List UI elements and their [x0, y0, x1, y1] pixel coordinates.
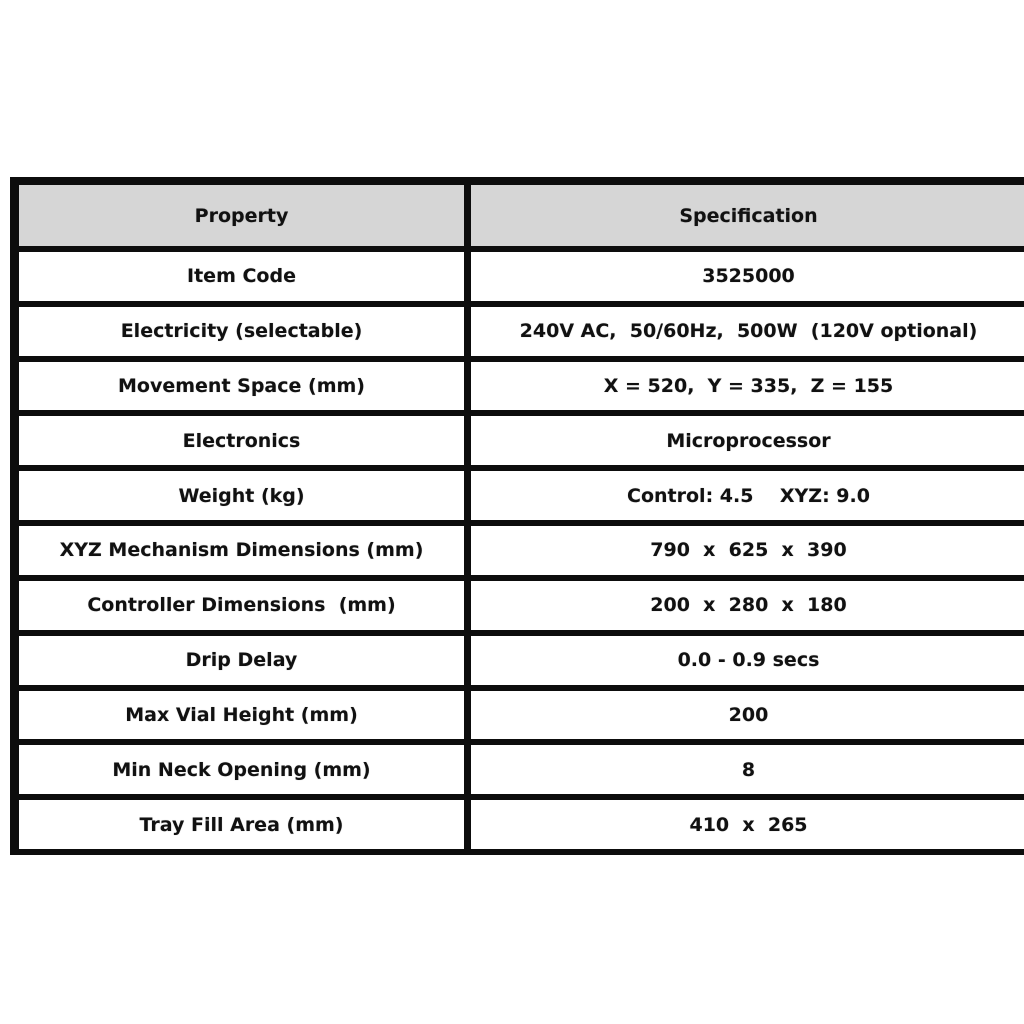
specification-cell: X = 520, Y = 335, Z = 155 [471, 362, 1024, 411]
property-cell: Electricity (selectable) [19, 307, 464, 356]
property-cell: Item Code [19, 252, 464, 301]
specification-cell: 240V AC, 50/60Hz, 500W (120V optional) [471, 307, 1024, 356]
spec-table [10, 177, 1024, 855]
specification-cell: 790 x 625 x 390 [471, 526, 1024, 575]
specification-cell: Microprocessor [471, 416, 1024, 465]
property-cell: Movement Space (mm) [19, 362, 464, 411]
property-cell: Drip Delay [19, 636, 464, 685]
specification-cell: 3525000 [471, 252, 1024, 301]
header-property: Property [19, 185, 464, 246]
specification-cell: 200 x 280 x 180 [471, 581, 1024, 630]
specification-cell: 8 [471, 745, 1024, 794]
specification-cell: 200 [471, 691, 1024, 740]
specification-cell: 410 x 265 [471, 800, 1024, 849]
specification-cell: Control: 4.5 XYZ: 9.0 [471, 471, 1024, 520]
property-cell: Controller Dimensions (mm) [19, 581, 464, 630]
property-cell: Weight (kg) [19, 471, 464, 520]
property-cell: Tray Fill Area (mm) [19, 800, 464, 849]
property-cell: Electronics [19, 416, 464, 465]
property-cell: Max Vial Height (mm) [19, 691, 464, 740]
property-cell: XYZ Mechanism Dimensions (mm) [19, 526, 464, 575]
specification-cell: 0.0 - 0.9 secs [471, 636, 1024, 685]
header-specification: Specification [471, 185, 1024, 246]
property-cell: Min Neck Opening (mm) [19, 745, 464, 794]
